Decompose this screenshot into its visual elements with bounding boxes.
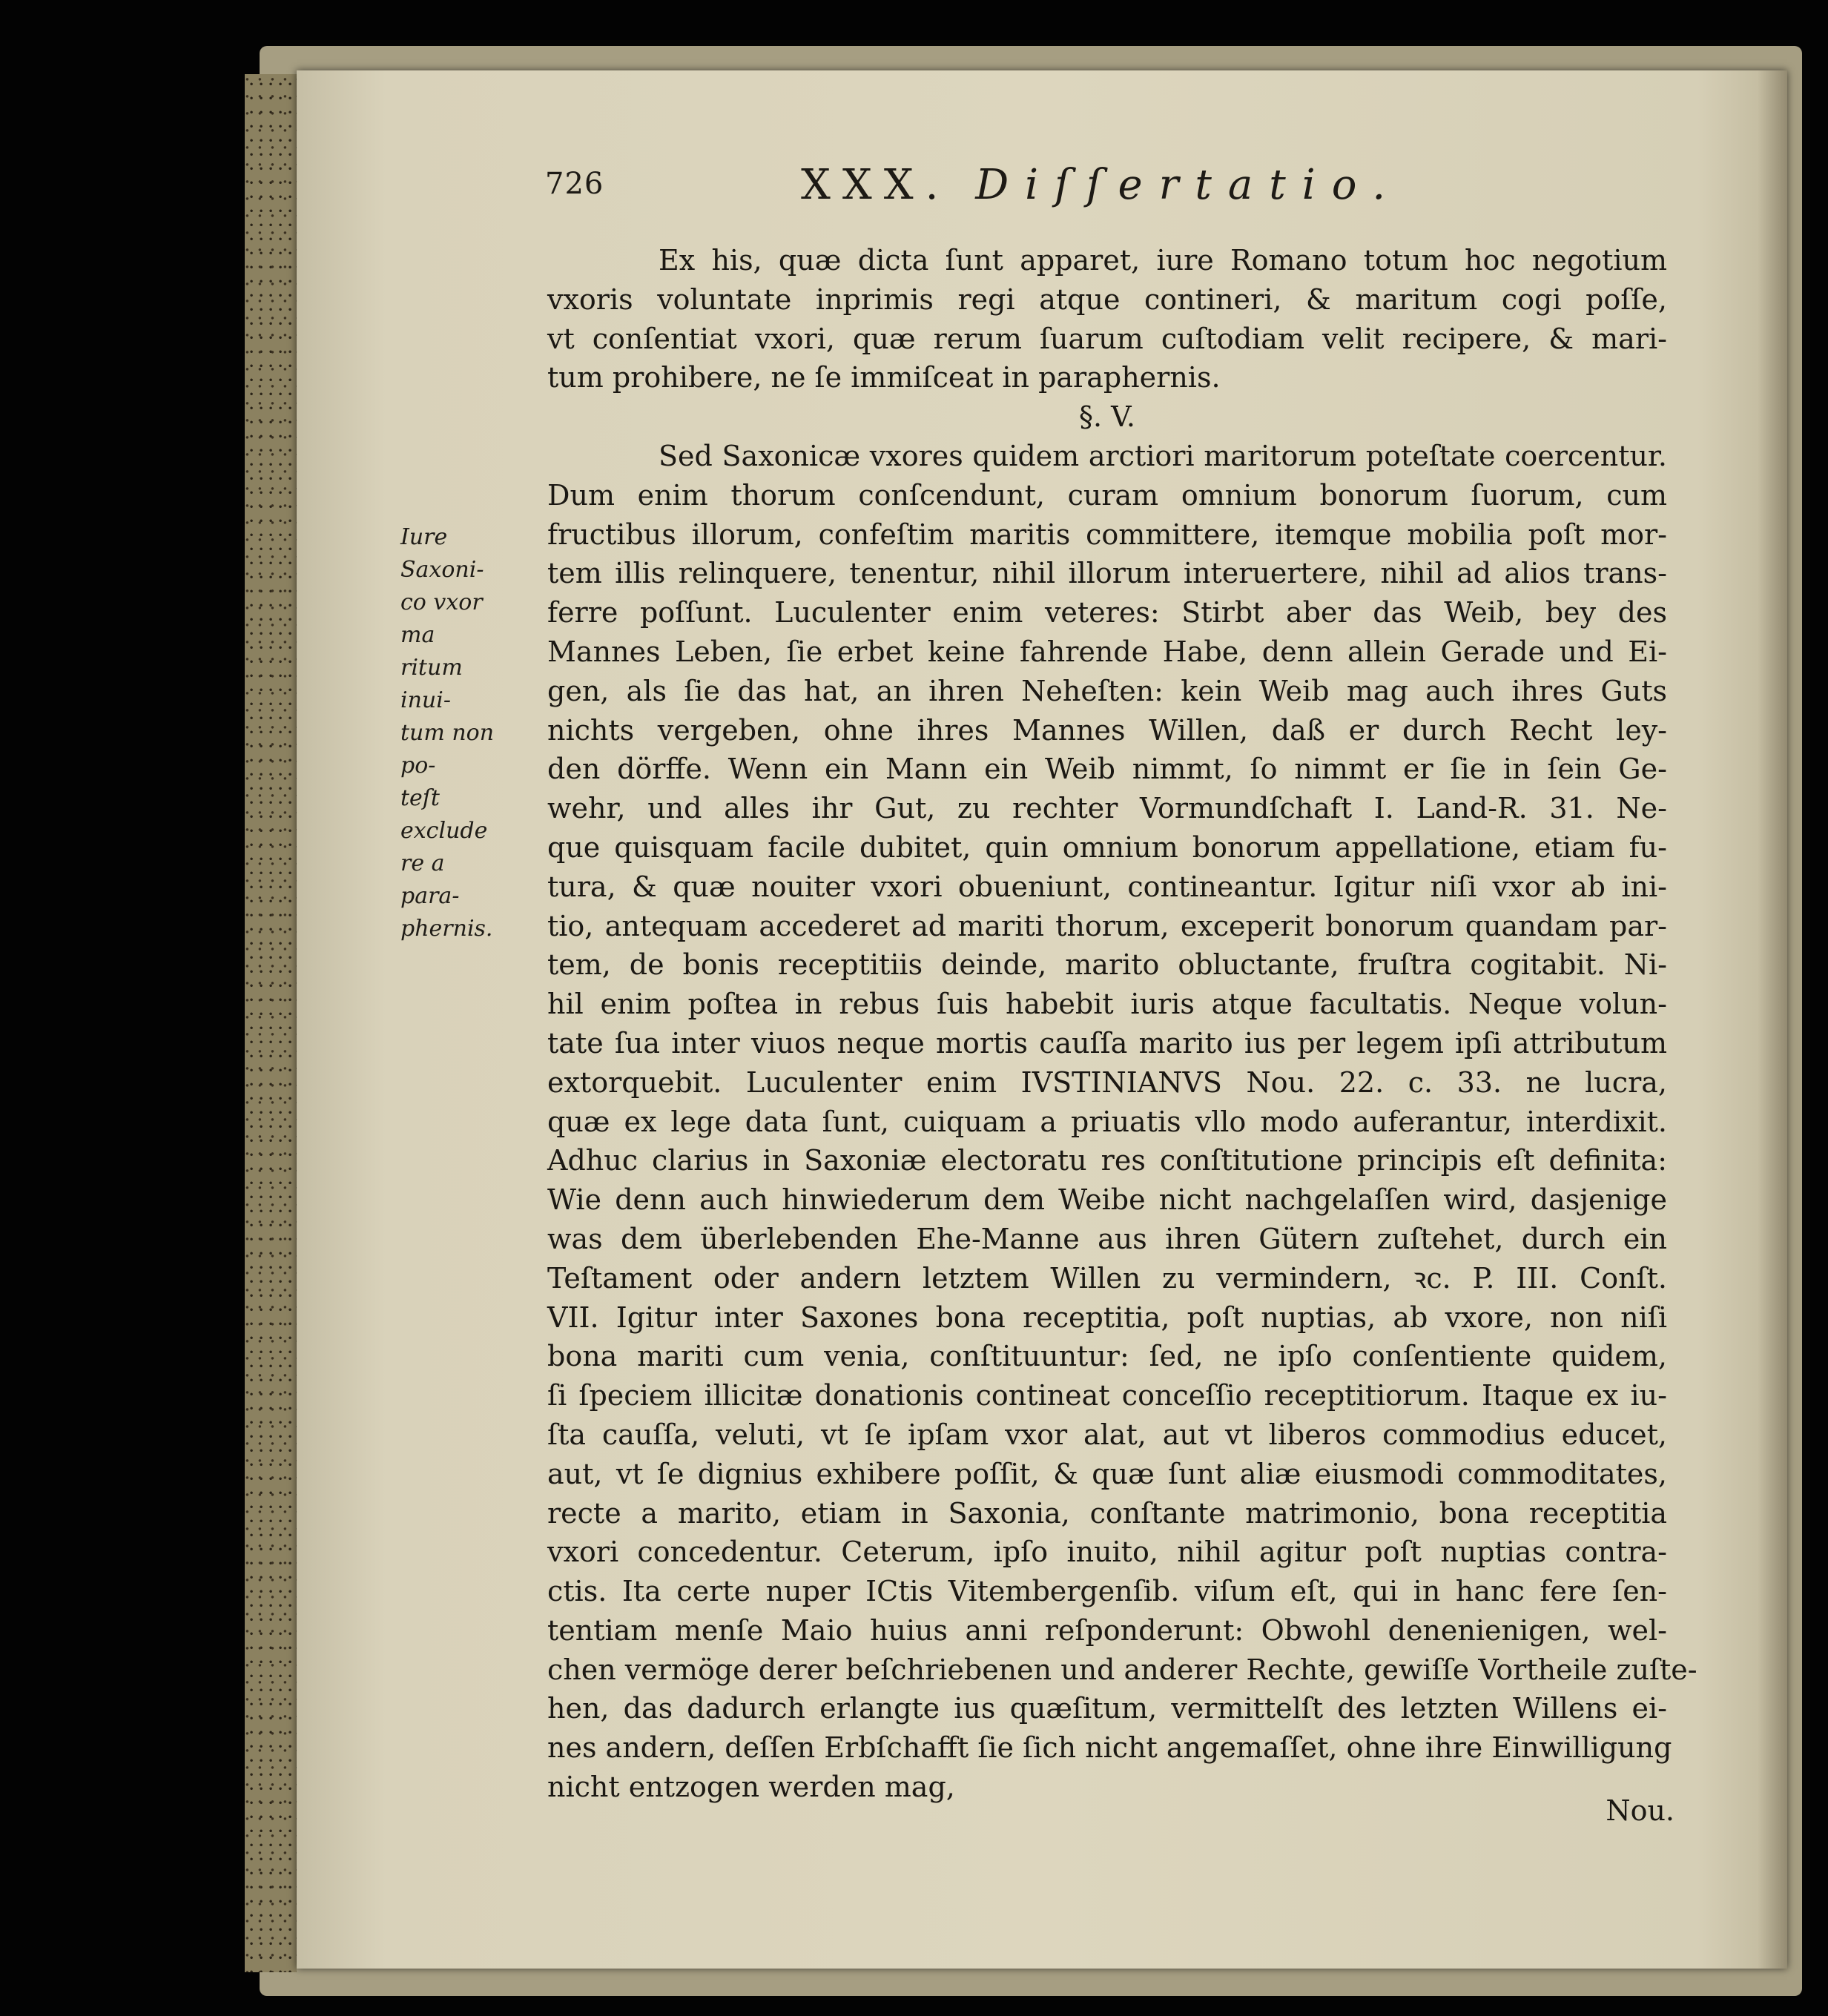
page-shadow (1758, 70, 1787, 1969)
text-line: was dem überlebenden Ehe-Manne aus ihren Gütern zuſtehet, durch ein (547, 1222, 1667, 1255)
section-heading: §. V. (1078, 400, 1136, 434)
text-line: tate ſua inter viuos neque mortis cauſſa marito ius per legem ipſi attributum (547, 1026, 1667, 1060)
text-line: hil enim poſtea in rebus ſuis habebit iuris atque facultatis. Neque volun- (547, 988, 1667, 1021)
margin-note-line: co vxor ma (400, 589, 483, 648)
text-line: Teſtament oder andern letztem Willen zu vermindern, ꝛc. P. III. Conſt. (547, 1261, 1667, 1295)
text-line: aut, vt ſe dignius exhibere poſſit, & quæ ſunt aliæ eiusmodi commoditates, (547, 1457, 1667, 1490)
text-line: Sed Saxonicæ vxores quidem arctiori maritorum poteſtate coercentur. (659, 439, 1667, 472)
text-line: fructibus illorum, confeſtim maritis committere, itemque mobilia poſt mor- (547, 518, 1667, 551)
text-line: vt conſentiat vxori, quæ rerum ſuarum cuſtodiam velit recipere, & mari- (547, 322, 1667, 355)
text-line: tio, antequam accederet ad mariti thorum, exceperit bonorum quandam par- (547, 909, 1667, 942)
text-line: tem illis relinquere, tenentur, nihil illorum interuertere, nihil ad alios trans- (547, 557, 1667, 590)
margin-note (400, 521, 497, 945)
margin-note-line: Iure Saxoni- (400, 524, 484, 583)
running-header (545, 161, 1657, 219)
page-number: 726 (545, 167, 604, 201)
text-line: ſi ſpeciem illicitæ donationis contineat conceſſio receptitiorum. Itaque ex iu- (547, 1379, 1667, 1412)
text-line: Adhuc clarius in Saxoniæ electoratu res conſtitutione principis eſt definita: (547, 1144, 1667, 1177)
text-line: chen vermöge derer beſchriebenen und anderer Rechte, gewiſſe Vortheile zuſte- (547, 1653, 1697, 1686)
margin-note-line: ritum inui- (400, 655, 463, 713)
text-line: Mannes Leben, ſie erbet keine fahrende Habe, denn allein Gerade und Ei- (547, 635, 1667, 668)
chapter-numeral: XXX. (801, 161, 951, 209)
text-line: tem, de bonis receptitiis deinde, marito obluctante, fruſtra cogitabit. Ni- (547, 948, 1667, 982)
text-line: vxori concedentur. Ceterum, ipſo inuito, nihil agitur poſt nuptias contra- (547, 1536, 1667, 1569)
text-line: VII. Igitur inter Saxones bona receptitia, poſt nuptias, ab vxore, non niſi (547, 1301, 1667, 1334)
text-line: tura, & quæ nouiter vxori obueniunt, contineantur. Igitur niſi vxor ab ini- (547, 870, 1667, 903)
text-line: Dum enim thorum conſcendunt, curam omnium bonorum ſuorum, cum (547, 478, 1667, 512)
text-line: Wie denn auch hinwiederum dem Weibe nicht nachgelaſſen wird, dasjenige (547, 1183, 1667, 1217)
running-title (801, 161, 1402, 209)
text-line: nichts vergeben, ohne ihres Mannes Willen, daß er durch Recht ley- (547, 713, 1667, 747)
text-line: den dörffe. Wenn ein Mann ein Weib nimmt, ſo nimmt er ſie in ſein Ge- (547, 753, 1667, 786)
text-line: bona mariti cum venia, conſtituuntur: ſed, ne ipſo conſentiente quidem, (547, 1340, 1667, 1373)
margin-note-line: teſt exclude (400, 785, 488, 844)
book-page (297, 70, 1787, 1969)
text-line: ferre poſſunt. Luculenter enim veteres: Stirbt aber das Weib, bey des (547, 596, 1667, 629)
margin-note-line: phernis. (400, 916, 493, 942)
body-text (547, 241, 1697, 1807)
text-line: quæ ex lege data ſunt, cuiquam a priuatis vllo modo auferantur, interdixit. (547, 1105, 1667, 1138)
text-line: extorquebit. Luculenter enim IVSTINIANVS Nou. 22. c. 33. ne lucra, (547, 1065, 1667, 1099)
chapter-title: Diſſertatio. (975, 161, 1402, 209)
text-line: tentiam menſe Maio huius anni reſponderunt: Obwohl denenienigen, wel- (547, 1613, 1667, 1647)
text-line: recte a marito, etiam in Saxonia, conſtante matrimonio, bona receptitia (547, 1496, 1667, 1530)
text-line: tum prohibere, ne ſe immiſceat in paraphernis. (547, 361, 1221, 394)
text-line: nicht entzogen werden mag, (547, 1771, 955, 1804)
text-line: que quisquam facile dubitet, quin omnium bonorum appellatione, etiam fu- (547, 830, 1667, 864)
text-line: wehr, und alles ihr Gut, zu rechter Vormundſchaft I. Land-R. 31. Ne- (547, 792, 1667, 825)
text-line: Ex his, quæ dicta ſunt apparet, iure Romano totum hoc negotium (659, 244, 1667, 277)
text-line: hen, das dadurch erlangte ius quæſitum, vermittelſt des letzten Willens ei- (547, 1692, 1667, 1725)
text-line: nes andern, deſſen Erbſchafft ſie ſich nicht angemaſſet, ohne ihre Einwilligung (547, 1731, 1672, 1765)
margin-note-line: re a para- (400, 850, 460, 909)
text-line: ctis. Ita certe nuper ICtis Vitembergenſib. viſum eſt, qui in hanc fere ſen- (547, 1575, 1667, 1608)
catchword: Nou. (1606, 1794, 1674, 1827)
margin-note-line: tum non po- (400, 720, 495, 779)
book-binding-edge (245, 74, 297, 1972)
text-line: ſta cauſſa, veluti, vt ſe ipſam vxor alat, aut vt liberos commodius educet, (547, 1418, 1667, 1451)
text-line: vxoris voluntate inprimis regi atque contineri, & maritum cogi poſſe, (547, 282, 1667, 316)
text-line: gen, als ſie das hat, an ihren Neheſten: kein Weib mag auch ihres Guts (547, 674, 1667, 707)
